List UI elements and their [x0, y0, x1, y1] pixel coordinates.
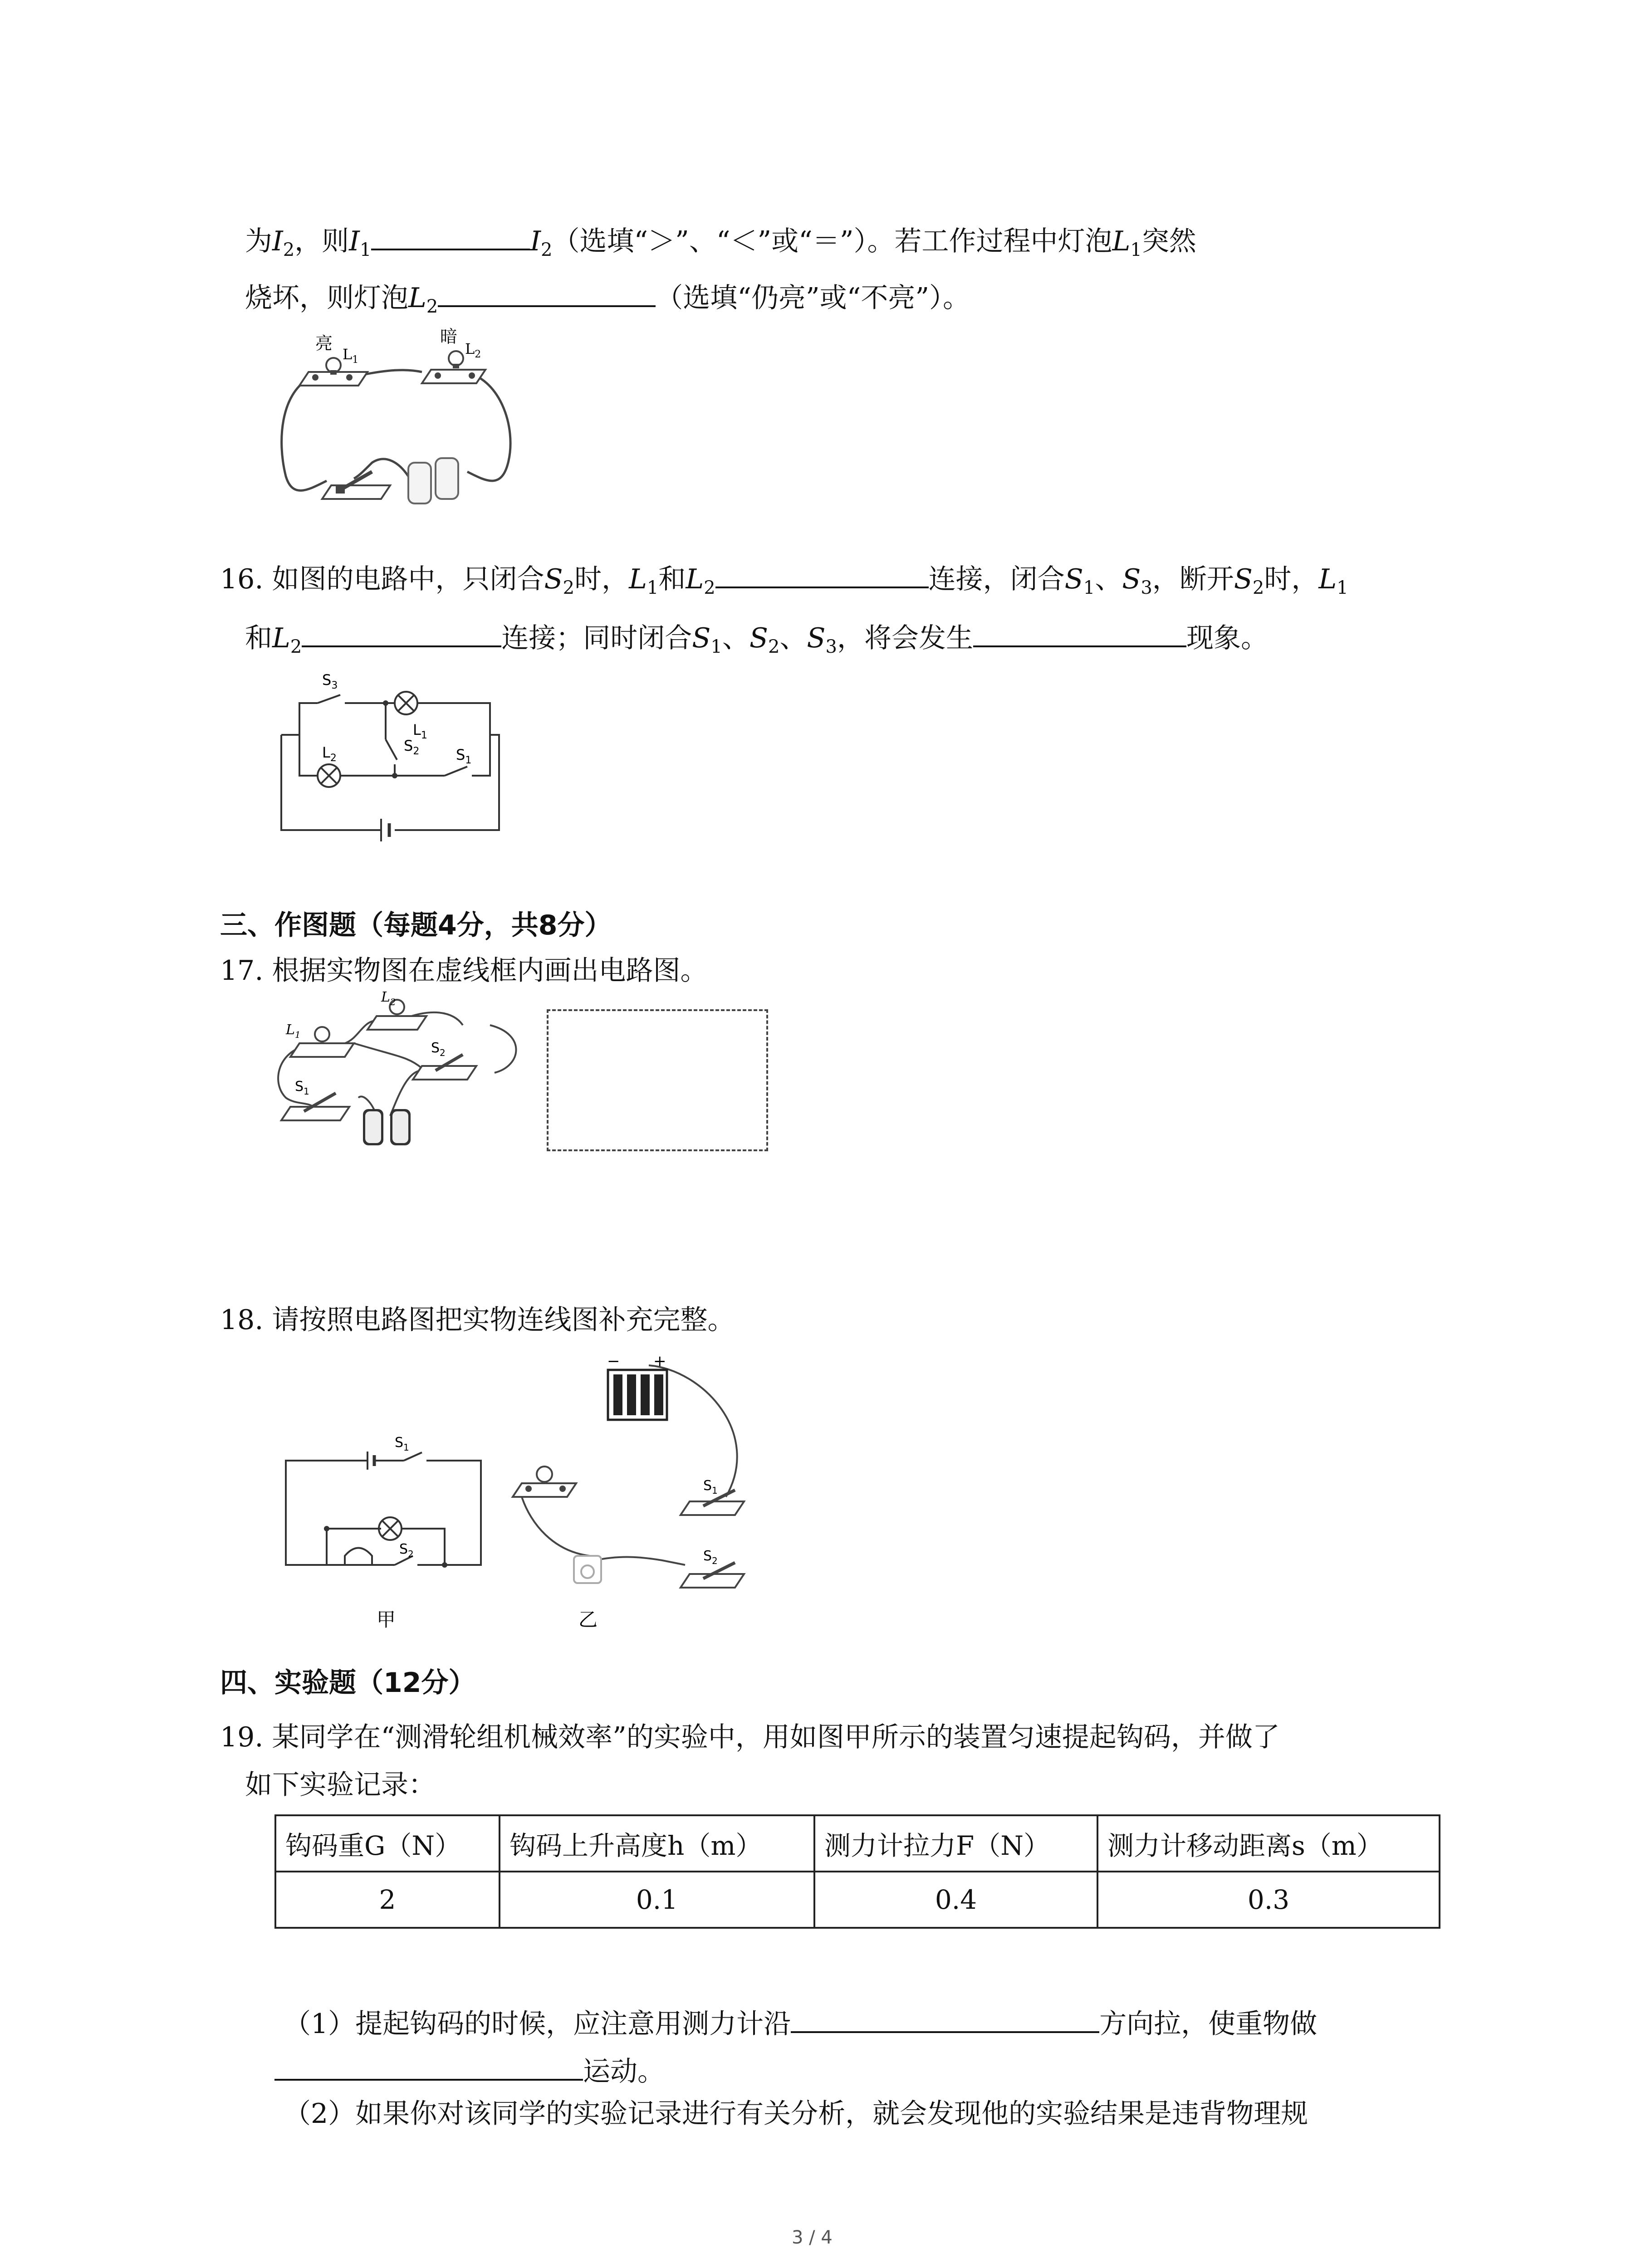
bell: [574, 1556, 601, 1583]
table-cell: 0.4: [814, 1872, 1097, 1928]
svg-text:−: −: [607, 1352, 620, 1370]
label-s2: $S_2$: [399, 1541, 414, 1559]
batteries: [363, 1109, 411, 1145]
battery-pack: [607, 1352, 667, 1420]
q17-physical-circuit: [272, 989, 526, 1152]
answer-blank-q16-3[interactable]: [973, 619, 1186, 647]
label-l2: $L_2$: [381, 989, 396, 1007]
q19-line1: 19. 某同学在“测滑轮组机械效率”的实验中，用如图甲所示的装置匀速提起钩码，并做了: [220, 1721, 1280, 1753]
switch: [322, 472, 390, 499]
q18-circuit-diagram-jia: [277, 1429, 490, 1628]
q19-record-table: [274, 1814, 1440, 1929]
label-s1: $S_1$: [703, 1478, 718, 1496]
label-l1: $L_1$: [413, 721, 427, 741]
label-s2: $S_2$: [703, 1548, 718, 1566]
bulb: [513, 1466, 576, 1497]
q17-answer-dashed-box[interactable]: [547, 1009, 768, 1151]
q16-circuit-diagram: [272, 667, 517, 857]
answer-blank-q15-compare[interactable]: [371, 222, 530, 250]
q18-line: 18. 请按照电路图把实物连线图补充完整。: [220, 1304, 735, 1336]
table-header-cell: 测力计移动距离s（m）: [1097, 1815, 1440, 1872]
page-number: 3 / 4: [792, 2227, 833, 2248]
table-header-row: [275, 1815, 1440, 1872]
switch-s1: [281, 1093, 349, 1120]
label-l2: $L_2$: [322, 744, 337, 764]
switch-s2: [413, 1055, 476, 1080]
table-cell: 0.3: [1097, 1872, 1440, 1928]
label-s3: $S_3$: [322, 671, 338, 691]
q16-line2: 和$L_2$ 连接；同时闭合$S_1$、$S_2$、$S_3$，将会发生 现象。: [245, 619, 1268, 656]
q16-line1: 16. 如图的电路中，只闭合$S_2$时，$L_1$和$L_2$ 连接，闭合$S_1$、$S_3$，断开$S_2$时，$L_1$: [220, 560, 1348, 597]
table-cell: 0.1: [500, 1872, 814, 1928]
label-dim: 暗: [440, 327, 458, 347]
q15-line1: 为$I_2$，则$I_1$ $I_2$（选填“＞”、“＜”或“＝”）。若工作过程中灯泡$L_1$突然: [245, 222, 1196, 259]
answer-blank-q16-1[interactable]: [715, 560, 929, 588]
table-header-cell: 钩码重G（N）: [275, 1815, 500, 1872]
answer-blank-q19-direction[interactable]: [791, 2005, 1099, 2033]
label-s2: $S_2$: [404, 737, 420, 757]
switch-s2: [681, 1563, 744, 1588]
label-s1: $S_1$: [456, 746, 472, 766]
svg-text:+: +: [653, 1352, 666, 1370]
q19-sub2-line: （2）如果你对该同学的实验记录进行有关分析，就会发现他的实验结果是违背物理规: [284, 2098, 1308, 2130]
table-header-cell: 钩码上升高度h（m）: [500, 1815, 814, 1872]
label-l1: $L_1$: [343, 346, 359, 366]
batteries: [408, 458, 458, 503]
q19-sub1-line1: （1）提起钩码的时候，应注意用测力计沿 方向拉，使重物做: [284, 2005, 1317, 2042]
table-cell: 2: [275, 1872, 500, 1928]
section-heading-3: 三、作图题（每题4分，共8分）: [220, 909, 612, 941]
q15-circuit-figure: [272, 327, 526, 517]
q19-sub1-line2: 运动。: [274, 2053, 665, 2090]
label-l1: $L_1$: [286, 1022, 301, 1040]
label-s1: $S_1$: [395, 1435, 409, 1453]
label-yi: 乙: [578, 1608, 598, 1631]
label-s2: $S_2$: [431, 1040, 446, 1058]
section-heading-4: 四、实验题（12分）: [220, 1667, 476, 1699]
table-header-cell: 测力计拉力F（N）: [814, 1815, 1097, 1872]
answer-blank-q19-motion[interactable]: [274, 2053, 583, 2081]
answer-blank-q16-2[interactable]: [302, 619, 501, 647]
q15-line2: 烧坏，则灯泡$L_2$ （选填“仍亮”或“不亮”）。: [245, 279, 970, 316]
answer-blank-q15-bulb[interactable]: [438, 279, 656, 307]
label-s1: $S_1$: [295, 1079, 309, 1097]
table-row: [275, 1872, 1440, 1928]
q19-line2: 如下实验记录：: [245, 1769, 436, 1801]
q17-line: 17. 根据实物图在虚线框内画出电路图。: [220, 955, 708, 987]
q18-physical-circuit-yi: [499, 1343, 780, 1633]
label-jia: 甲: [377, 1608, 396, 1628]
label-bright: 亮: [315, 333, 333, 353]
label-l2: $L_2$: [465, 340, 481, 360]
